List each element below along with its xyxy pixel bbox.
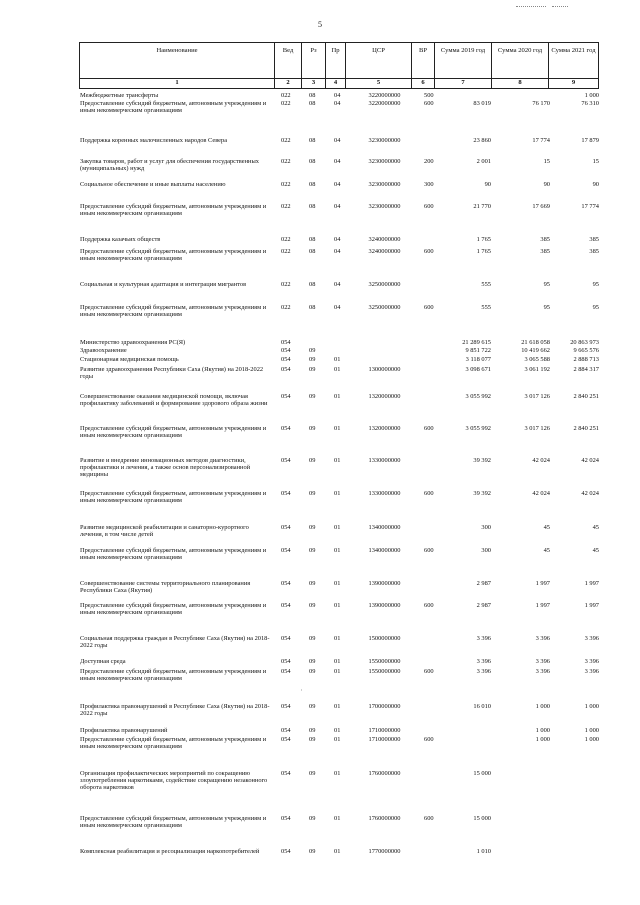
cell-name: Предоставление субсидий бюджетным, автономным учреждениям и иным некоммерческим организациям: [80, 736, 267, 751]
cell-name: Доступная среда: [80, 658, 126, 665]
cell-s2019: 3 055 992: [465, 425, 491, 432]
cell-ved: 054: [281, 366, 291, 373]
cell-csr: 1340000000: [368, 547, 401, 554]
cell-pr: 01: [334, 356, 341, 363]
cell-rz: 08: [309, 158, 316, 165]
cell-ved: 054: [281, 524, 291, 531]
cell-vr: 600: [424, 248, 434, 255]
cell-s2021: 42 024: [581, 457, 599, 464]
cell-s2019: 3 396: [476, 658, 491, 665]
cell-csr: 1550000000: [368, 658, 401, 665]
cell-s2019: 39 392: [473, 457, 491, 464]
cell-pr: 04: [334, 100, 341, 107]
cell-csr: 3230000000: [368, 181, 401, 188]
cell-pr: 04: [334, 158, 341, 165]
cell-name: Комплексная реабилитация и ресоциализация наркопотребителей: [80, 848, 260, 855]
cell-ved: 054: [281, 356, 291, 363]
cell-csr: 1390000000: [368, 602, 401, 609]
cell-s2019: 23 860: [473, 137, 491, 144]
cell-vr: 600: [424, 304, 434, 311]
column-header-2019: Сумма 2019 год: [435, 43, 492, 79]
column-header-csr: ЦСР: [346, 43, 412, 79]
cell-vr: 600: [424, 425, 434, 432]
cell-pr: 04: [334, 181, 341, 188]
cell-ved: 054: [281, 602, 291, 609]
cell-rz: 08: [309, 92, 316, 99]
cell-s2021: 2 884 317: [573, 366, 599, 373]
cell-rz: 09: [309, 547, 316, 554]
cell-s2019: 1 765: [476, 248, 491, 255]
cell-csr: 3230000000: [368, 203, 401, 210]
page-number: 5: [318, 20, 322, 29]
cell-pr: 04: [334, 304, 341, 311]
cell-csr: 3220000000: [368, 100, 401, 107]
cell-s2021: 1 997: [584, 602, 599, 609]
column-number: 2: [275, 79, 302, 89]
cell-rz: 08: [309, 236, 316, 243]
cell-s2019: 2 987: [476, 602, 491, 609]
cell-name: Профилактика правонарушений в Республике Саха (Якутия) на 2018-2022 годы: [80, 703, 270, 718]
cell-ved: 022: [281, 92, 291, 99]
cell-vr: 200: [424, 158, 434, 165]
cell-s2021: 2 840 251: [573, 393, 599, 400]
cell-rz: 09: [309, 770, 316, 777]
cell-s2020: 1 997: [535, 602, 550, 609]
cell-s2021: 385: [589, 248, 599, 255]
cell-name: Развитие здравоохранения Республики Саха (Якутия) на 2018-2022 годы: [80, 366, 264, 381]
cell-csr: 3250000000: [368, 304, 401, 311]
cell-s2020: 3 396: [535, 635, 550, 642]
cell-rz: 09: [309, 393, 316, 400]
cell-csr: 1330000000: [368, 490, 401, 497]
cell-s2020: 3 017 126: [524, 425, 550, 432]
cell-s2021: 1 000: [584, 92, 599, 99]
cell-s2020: 42 024: [532, 490, 550, 497]
cell-ved: 054: [281, 703, 291, 710]
cell-ved: 054: [281, 547, 291, 554]
cell-ved: 022: [281, 181, 291, 188]
cell-s2019: 3 396: [476, 668, 491, 675]
cell-name: Совершенствование системы территориального планирования Республики Саха (Якутия): [80, 580, 251, 595]
cell-name: Поддержка казачьих обществ: [80, 236, 161, 243]
column-number: 5: [346, 79, 412, 89]
cell-csr: 1770000000: [368, 848, 401, 855]
column-number: 7: [435, 79, 492, 89]
cell-s2021: 1 000: [584, 727, 599, 734]
cell-s2020: 17 669: [532, 203, 550, 210]
cell-s2021: 15: [592, 158, 599, 165]
column-header-vr: ВР: [412, 43, 435, 79]
cell-s2021: 95: [592, 281, 599, 288]
cell-s2020: 17 774: [532, 137, 550, 144]
cell-ved: 054: [281, 815, 291, 822]
cell-ved: 022: [281, 137, 291, 144]
cell-s2019: 1 765: [476, 236, 491, 243]
cell-ved: 022: [281, 281, 291, 288]
cell-pr: 01: [334, 658, 341, 665]
cell-csr: 1320000000: [368, 425, 401, 432]
cell-s2020: 90: [543, 181, 550, 188]
cell-ved: 054: [281, 848, 291, 855]
cell-s2019: 21 770: [473, 203, 491, 210]
cell-s2020: 3 017 126: [524, 393, 550, 400]
cell-ved: 054: [281, 635, 291, 642]
cell-pr: 01: [334, 668, 341, 675]
cell-ved: 054: [281, 425, 291, 432]
cell-pr: 04: [334, 137, 341, 144]
cell-s2019: 3 396: [476, 635, 491, 642]
column-header-name: Наименование: [80, 43, 275, 79]
cell-csr: 3250000000: [368, 281, 401, 288]
cell-s2020: 3 061 192: [524, 366, 550, 373]
cell-pr: 01: [334, 457, 341, 464]
cell-ved: 054: [281, 393, 291, 400]
cell-pr: 01: [334, 524, 341, 531]
cell-rz: 09: [309, 727, 316, 734]
cell-name: Закупка товаров, работ и услуг для обеспечения государственных (муниципальных) нужд: [80, 158, 259, 173]
cell-csr: 1500000000: [368, 635, 401, 642]
stray-mark: ': [301, 690, 302, 695]
cell-s2020: 76 170: [532, 100, 550, 107]
cell-s2020: 3 065 588: [524, 356, 550, 363]
cell-csr: 3230000000: [368, 137, 401, 144]
cell-s2019: 3 055 992: [465, 393, 491, 400]
cell-csr: 1550000000: [368, 668, 401, 675]
column-header-2020: Сумма 2020 год: [492, 43, 549, 79]
cell-name: Социальное обеспечение и иные выплаты населению: [80, 181, 226, 188]
scan-mark: [552, 6, 568, 7]
cell-pr: 04: [334, 92, 341, 99]
cell-s2021: 95: [592, 304, 599, 311]
cell-name: Стационарная медицинская помощь: [80, 356, 179, 363]
cell-name: Предоставление субсидий бюджетным, автономным учреждениям и иным некоммерческим организациям: [80, 547, 267, 562]
cell-vr: 600: [424, 736, 434, 743]
column-number: 3: [302, 79, 326, 89]
cell-name: Здравоохранение: [80, 347, 127, 354]
cell-pr: 01: [334, 547, 341, 554]
cell-rz: 08: [309, 281, 316, 288]
cell-vr: 600: [424, 547, 434, 554]
cell-name: Организация профилактических мероприятий по сокращению злоупотребления наркотиками, содействие сокращению незаконного оборота наркотиков: [80, 770, 268, 792]
cell-s2020: 45: [543, 547, 550, 554]
cell-ved: 022: [281, 100, 291, 107]
cell-pr: 01: [334, 580, 341, 587]
cell-s2019: 15 000: [473, 815, 491, 822]
cell-rz: 08: [309, 203, 316, 210]
cell-rz: 08: [309, 181, 316, 188]
cell-s2019: 9 851 722: [465, 347, 491, 354]
cell-name: Предоставление субсидий бюджетным, автономным учреждениям и иным некоммерческим организациям: [80, 602, 267, 617]
cell-s2021: 2 888 713: [573, 356, 599, 363]
cell-ved: 022: [281, 203, 291, 210]
cell-s2020: 1 000: [535, 736, 550, 743]
cell-s2020: 95: [543, 304, 550, 311]
cell-pr: 01: [334, 366, 341, 373]
cell-vr: 600: [424, 668, 434, 675]
cell-s2019: 83 019: [473, 100, 491, 107]
cell-ved: 022: [281, 236, 291, 243]
cell-s2021: 385: [589, 236, 599, 243]
cell-rz: 09: [309, 635, 316, 642]
cell-s2020: 1 997: [535, 580, 550, 587]
cell-s2021: 42 024: [581, 490, 599, 497]
cell-rz: 08: [309, 100, 316, 107]
cell-rz: 09: [309, 457, 316, 464]
cell-pr: 01: [334, 393, 341, 400]
cell-s2020: 15: [543, 158, 550, 165]
cell-rz: 09: [309, 848, 316, 855]
column-header-pr: Пр: [326, 43, 346, 79]
cell-pr: 01: [334, 635, 341, 642]
cell-name: Предоставление субсидий бюджетным, автономным учреждениям и иным некоммерческим организациям: [80, 425, 267, 440]
cell-rz: 09: [309, 668, 316, 675]
cell-ved: 054: [281, 347, 291, 354]
cell-rz: 09: [309, 602, 316, 609]
cell-pr: 01: [334, 490, 341, 497]
column-number: 1: [80, 79, 275, 89]
column-header-2021: Сумма 2021 год: [549, 43, 599, 79]
cell-csr: 1710000000: [368, 736, 401, 743]
cell-s2020: 385: [540, 248, 550, 255]
cell-ved: 054: [281, 736, 291, 743]
scan-mark: [516, 6, 546, 7]
cell-s2019: 21 289 615: [462, 339, 491, 346]
cell-s2020: 10 419 662: [521, 347, 550, 354]
cell-ved: 022: [281, 304, 291, 311]
cell-ved: 054: [281, 727, 291, 734]
cell-s2019: 300: [481, 547, 491, 554]
cell-name: Предоставление субсидий бюджетным, автономным учреждениям и иным некоммерческим организациям: [80, 815, 267, 830]
cell-rz: 09: [309, 736, 316, 743]
cell-rz: 09: [309, 703, 316, 710]
cell-ved: 054: [281, 770, 291, 777]
cell-csr: 1710000000: [368, 727, 401, 734]
cell-s2020: 21 618 058: [521, 339, 550, 346]
cell-csr: 1320000000: [368, 393, 401, 400]
cell-rz: 08: [309, 137, 316, 144]
cell-pr: 04: [334, 248, 341, 255]
cell-csr: 3240000000: [368, 248, 401, 255]
cell-csr: 1760000000: [368, 770, 401, 777]
column-header-rz: Рз: [302, 43, 326, 79]
cell-s2021: 1 000: [584, 736, 599, 743]
cell-s2020: 42 024: [532, 457, 550, 464]
cell-csr: 1760000000: [368, 815, 401, 822]
cell-name: Социальная поддержка граждан в Республике Саха (Якутия) на 2018-2022 годы: [80, 635, 270, 650]
cell-csr: 1330000000: [368, 457, 401, 464]
cell-s2021: 76 310: [581, 100, 599, 107]
cell-rz: 09: [309, 524, 316, 531]
cell-csr: 1340000000: [368, 524, 401, 531]
cell-pr: 04: [334, 236, 341, 243]
cell-s2019: 39 392: [473, 490, 491, 497]
cell-vr: 300: [424, 181, 434, 188]
cell-s2019: 90: [484, 181, 491, 188]
cell-name: Межбюджетные трансферты: [80, 92, 159, 99]
cell-name: Предоставление субсидий бюджетным, автономным учреждениям и иным некоммерческим организациям: [80, 490, 267, 505]
cell-pr: 01: [334, 848, 341, 855]
cell-pr: 01: [334, 602, 341, 609]
cell-name: Предоставление субсидий бюджетным, автономным учреждениям и иным некоммерческим организациям: [80, 304, 267, 319]
cell-s2019: 555: [481, 304, 491, 311]
cell-s2021: 90: [592, 181, 599, 188]
column-number: 4: [326, 79, 346, 89]
cell-name: Развитие и внедрение инновационных методов диагностики, профилактики и лечения, а также основ персонализированной медицины: [80, 457, 251, 479]
cell-name: Поддержка коренных малочисленных народов Севера: [80, 137, 228, 144]
cell-s2020: 1 000: [535, 703, 550, 710]
cell-s2020: 1 000: [535, 727, 550, 734]
cell-s2019: 3 098 671: [465, 366, 491, 373]
cell-pr: 01: [334, 727, 341, 734]
cell-rz: 09: [309, 580, 316, 587]
cell-rz: 09: [309, 490, 316, 497]
cell-s2021: 2 840 251: [573, 425, 599, 432]
cell-vr: 600: [424, 490, 434, 497]
cell-pr: 01: [334, 703, 341, 710]
cell-s2019: 300: [481, 524, 491, 531]
cell-s2021: 1 997: [584, 580, 599, 587]
cell-s2019: 16 010: [473, 703, 491, 710]
cell-csr: 1390000000: [368, 580, 401, 587]
cell-name: Предоставление субсидий бюджетным, автономным учреждениям и иным некоммерческим организациям: [80, 668, 267, 683]
cell-pr: 01: [334, 770, 341, 777]
cell-pr: 01: [334, 425, 341, 432]
cell-rz: 09: [309, 356, 316, 363]
cell-name: Предоставление субсидий бюджетным, автономным учреждениям и иным некоммерческим организациям: [80, 100, 267, 115]
cell-ved: 022: [281, 158, 291, 165]
cell-name: Развитие медицинской реабилитации и санаторно-курортного лечения, в том числе детей: [80, 524, 249, 539]
cell-s2019: 555: [481, 281, 491, 288]
cell-s2021: 1 000: [584, 703, 599, 710]
cell-csr: 3220000000: [368, 92, 401, 99]
column-number: 6: [412, 79, 435, 89]
cell-rz: 08: [309, 304, 316, 311]
cell-name: Совершенствование оказания медицинской помощи, включая профилактику заболеваний и формирование здорового образа жизни: [80, 393, 268, 408]
cell-s2021: 45: [592, 547, 599, 554]
cell-rz: 09: [309, 366, 316, 373]
cell-s2019: 2 001: [476, 158, 491, 165]
cell-s2021: 3 396: [584, 658, 599, 665]
table-header: [79, 42, 599, 89]
cell-ved: 054: [281, 457, 291, 464]
cell-s2021: 9 665 576: [573, 347, 599, 354]
cell-ved: 054: [281, 668, 291, 675]
cell-vr: 600: [424, 815, 434, 822]
cell-s2021: 3 396: [584, 668, 599, 675]
cell-s2020: 385: [540, 236, 550, 243]
cell-s2019: 2 987: [476, 580, 491, 587]
cell-name: Предоставление субсидий бюджетным, автономным учреждениям и иным некоммерческим организациям: [80, 248, 267, 263]
cell-pr: 04: [334, 203, 341, 210]
cell-ved: 054: [281, 490, 291, 497]
cell-ved: 054: [281, 658, 291, 665]
cell-rz: 08: [309, 248, 316, 255]
cell-name: Предоставление субсидий бюджетным, автономным учреждениям и иным некоммерческим организациям: [80, 203, 267, 218]
cell-vr: 600: [424, 203, 434, 210]
cell-csr: 1300000000: [368, 366, 401, 373]
cell-name: Министерство здравоохранения РС(Я): [80, 339, 186, 346]
cell-rz: 09: [309, 815, 316, 822]
cell-ved: 022: [281, 248, 291, 255]
cell-vr: 600: [424, 602, 434, 609]
cell-csr: 3240000000: [368, 236, 401, 243]
cell-vr: 600: [424, 100, 434, 107]
cell-name: Профилактика правонарушений: [80, 727, 168, 734]
column-number: 8: [492, 79, 549, 89]
column-header-ved: Вед: [275, 43, 302, 79]
column-number: 9: [549, 79, 599, 89]
cell-csr: 1700000000: [368, 703, 401, 710]
cell-rz: 09: [309, 658, 316, 665]
cell-s2021: 17 879: [581, 137, 599, 144]
cell-s2020: 3 396: [535, 658, 550, 665]
cell-csr: 3230000000: [368, 158, 401, 165]
cell-rz: 09: [309, 347, 316, 354]
cell-ved: 054: [281, 580, 291, 587]
cell-pr: 04: [334, 281, 341, 288]
cell-pr: 01: [334, 815, 341, 822]
cell-vr: 500: [424, 92, 434, 99]
cell-s2019: 1 010: [476, 848, 491, 855]
cell-s2021: 17 774: [581, 203, 599, 210]
cell-s2021: 20 863 973: [570, 339, 599, 346]
cell-name: Социальная и культурная адаптация и интеграция мигрантов: [80, 281, 247, 288]
cell-s2021: 45: [592, 524, 599, 531]
cell-s2020: 95: [543, 281, 550, 288]
cell-s2020: 3 396: [535, 668, 550, 675]
cell-s2019: 3 118 077: [465, 356, 491, 363]
cell-pr: 01: [334, 736, 341, 743]
cell-s2020: 45: [543, 524, 550, 531]
cell-ved: 054: [281, 339, 291, 346]
cell-s2019: 15 000: [473, 770, 491, 777]
cell-rz: 09: [309, 425, 316, 432]
cell-s2021: 3 396: [584, 635, 599, 642]
